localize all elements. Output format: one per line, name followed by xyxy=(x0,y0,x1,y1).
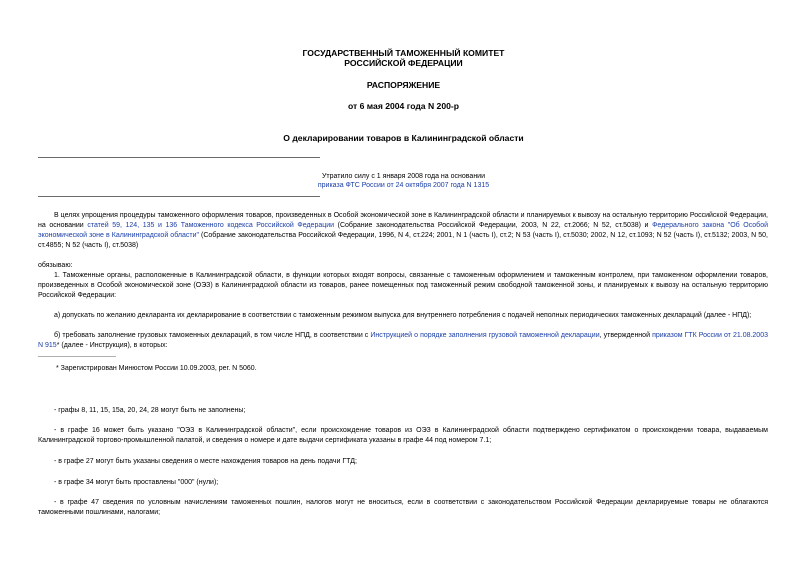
document-title: О декларировании товаров в Калининградской области xyxy=(283,133,524,143)
issuer-line-2: РОССИЙСКОЙ ФЕДЕРАЦИИ xyxy=(344,58,463,68)
clause-b-text-1: б) требовать заполнение грузовых таможенных деклараций, в том числе НПД, в соответствии с xyxy=(54,332,371,339)
footnote-rule: ____________________ xyxy=(38,350,116,357)
clause-b-text-3: * (далее - Инструкция), в которых: xyxy=(56,342,168,349)
gtk-order-link[interactable]: приказом ГТК России от 21.08.2003 N 915 xyxy=(38,332,768,349)
preamble-text-2: (Собрание законодательства Российской Федерации, 2003, N 22, ст.2066; N 52, ст.5038) и xyxy=(334,222,653,229)
repeal-status-text: Утратило силу с 1 января 2008 года на основании xyxy=(321,173,486,180)
bullet-item: - графы 8, 11, 15, 15а, 20, 24, 28 могут быть не заполнены; xyxy=(54,407,246,414)
issuer-line-1: ГОСУДАРСТВЕННЫЙ ТАМОЖЕННЫЙ КОМИТЕТ xyxy=(302,48,505,58)
clause-b-text-2: , утвержденной xyxy=(599,332,653,339)
repeal-order-link[interactable]: приказа ФТС России от 24 октября 2007 года N 1315 xyxy=(317,182,490,189)
preamble-text-1: В целях упрощения процедуры таможенного оформления товаров, произведенных в Особой экономической зоне в Калининградской области и планируемых к вывозу на остальную территорию Российской Федерации, на основании xyxy=(38,212,768,229)
federal-law-link[interactable]: Федерального закона "Об Особой экономической зоне в Калининградской области" xyxy=(38,222,768,239)
bullet-item: - в графе 16 может быть указано "ОЭЗ в Калининградской области", если происхождение товаров из ОЭЗ в Калининградской области подтверждено сертификатом о происхождении товара, выдаваемым Калининградской торгово-промышленной палатой, и сведения о номере и дате выдачи сертификата указаны в графе 44 под номером 7.1; xyxy=(38,427,768,444)
instruction-link[interactable]: Инструкцией о порядке заполнения грузовой таможенной декларации xyxy=(370,332,600,339)
bullet-item: - в графе 27 могут быть указаны сведения о месте нахождения товаров на день подачи ГТД; xyxy=(54,458,357,465)
divider-bottom xyxy=(38,196,320,197)
repeal-status xyxy=(0,172,807,190)
document-type: РАСПОРЯЖЕНИЕ xyxy=(366,80,441,90)
footnote: * Зарегистрирован Минюстом России 10.09.2003, рег. N 5060. xyxy=(56,365,257,372)
bullet-item: - в графе 34 могут быть проставлены "000" (нули); xyxy=(54,479,219,486)
customs-code-link[interactable]: статей 59, 124, 135 и 136 Таможенного кодекса Российской Федерации xyxy=(87,222,335,229)
divider-top xyxy=(38,157,320,158)
clause-b xyxy=(38,331,768,351)
document-date-number: от 6 мая 2004 года N 200-р xyxy=(348,101,459,111)
clause-a: а) допускать по желанию декларанта их декларирование в соответствии с таможенным режимом выпуска для внутреннего потребления с подачей неполных периодических таможенных деклараций (далее - НПД); xyxy=(54,312,752,319)
obligate-line: обязываю: xyxy=(38,262,73,269)
bullet-item: - в графе 47 сведения по условным начислениям таможенных пошлин, налогов могут не вноситься, если в соответствии с законодательством Российской Федерации декларируемые товары не облагаются таможенными пошлинами, налогами; xyxy=(38,499,768,516)
clause-1: 1. Таможенные органы, расположенные в Калининградской области, в функции которых входят вопросы, связанные с таможенным оформлением и таможенным контролем, при таможенном оформлении товаров, произведенных в Особой экономической зоне (ОЭЗ) в Калининградской области из товаров, ранее помещенных под таможенный режим свободной таможенной зоны, и планируемых к вывозу на остальную территорию Российской Федерации: xyxy=(38,272,768,299)
preamble-text-3: (Собрание законодательства Российской Федерации, 1996, N 4, ст.224; 2001, N 1 (часть I), ст.2; N 53 (часть I), ст.5030; 2002, N 12, ст.1093; N 52 (часть I), ст.5132; 2003, N 50, ст.4855; N 52 (часть I), ст.5038) xyxy=(38,232,768,249)
preamble-paragraph xyxy=(38,211,768,251)
